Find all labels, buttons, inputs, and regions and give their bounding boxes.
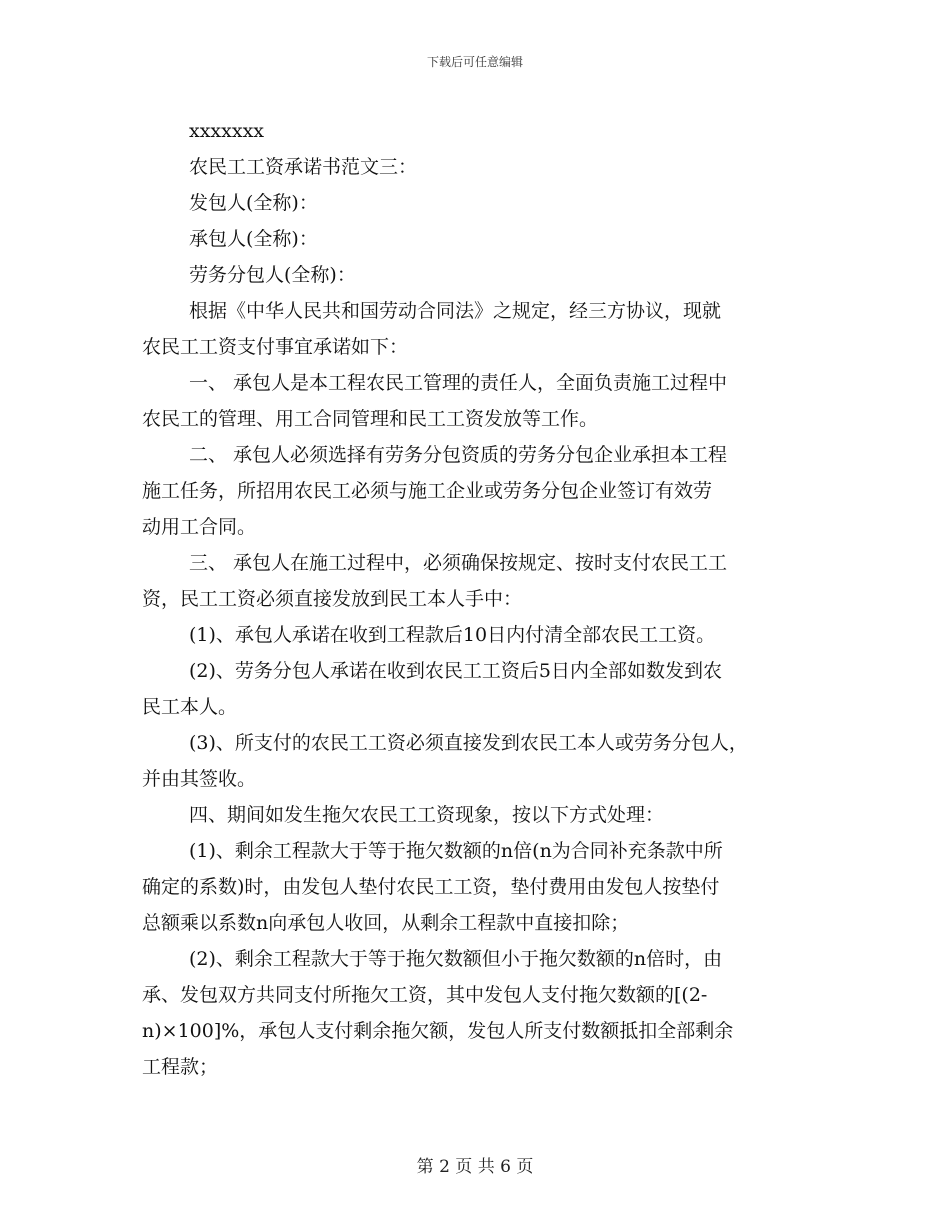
text-line: 工程款； <box>142 1056 219 1078</box>
text-line: 民工本人。 <box>142 696 238 718</box>
text-line: 四、期间如发生拖欠农民工工资现象，按以下方式处理： <box>189 804 665 826</box>
text-line: 动用工合同。 <box>142 516 257 538</box>
text-line: 施工任务，所招用农民工必须与施工企业或劳务分包企业签订有效劳 <box>142 480 713 502</box>
text-line: 确定的系数)时，由发包人垫付农民工工资，垫付费用由发包人按垫付 <box>142 876 720 898</box>
text-line: 资，民工工资必须直接发放到民工本人手中： <box>142 588 523 610</box>
text-line: 总额乘以系数n向承包人收回，从剩余工程款中直接扣除； <box>142 912 630 934</box>
text-line: 承、发包双方共同支付所拖欠工资，其中发包人支付拖欠数额的[(2- <box>142 984 708 1006</box>
text-line: (3)、所支付的农民工工资必须直接发到农民工本人或劳务分包人， <box>189 732 748 754</box>
text-line: 劳务分包人(全称)： <box>189 264 356 286</box>
text-line: 农民工工资支付事宜承诺如下： <box>142 336 409 358</box>
text-line: n)×100]%，承包人支付剩余拖欠额，发包人所支付数额抵扣全部剩余 <box>142 1020 734 1042</box>
text-line: 承包人(全称)： <box>189 228 318 250</box>
text-line: (1)、剩余工程款大于等于拖欠数额的n倍(n为合同补充条款中所 <box>189 840 723 862</box>
text-line: 农民工工资承诺书范文三： <box>189 156 418 178</box>
text-line: 根据《中华人民共和国劳动合同法》之规定，经三方协议，现就 <box>189 300 722 322</box>
page-footer: 第 2 页 共 6 页 <box>416 1157 534 1177</box>
text-line: xxxxxxx <box>189 120 265 142</box>
text-line: (2)、剩余工程款大于等于拖欠数额但小于拖欠数额的n倍时，由 <box>189 948 723 970</box>
text-line: (2)、劳务分包人承诺在收到农民工工资后5日内全部如数发到农 <box>189 660 723 682</box>
document-body <box>142 113 822 1085</box>
text-line: 并由其签收。 <box>142 768 257 790</box>
text-line: 发包人(全称)： <box>189 192 318 214</box>
text-line: 一、 承包人是本工程农民工管理的责任人，全面负责施工过程中 <box>189 372 728 394</box>
text-line: 三、 承包人在施工过程中，必须确保按规定、按时支付农民工工 <box>189 552 728 574</box>
text-line: 二、 承包人必须选择有劳务分包资质的劳务分包企业承担本工程 <box>189 444 728 466</box>
page-header: 下载后可任意编辑 <box>426 55 523 69</box>
text-line: (1)、承包人承诺在收到工程款后10日内付清全部农民工工资。 <box>189 624 716 646</box>
text-line: 农民工的管理、用工合同管理和民工工资发放等工作。 <box>142 408 599 430</box>
